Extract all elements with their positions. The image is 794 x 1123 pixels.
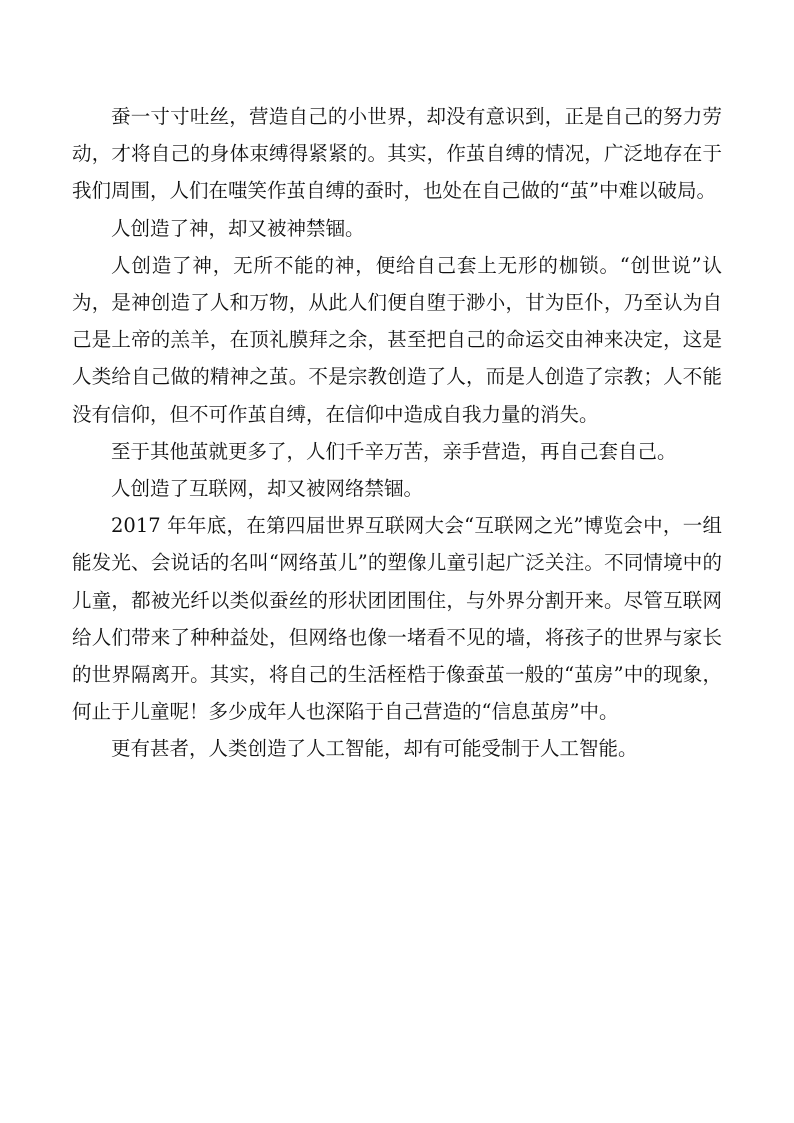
paragraph-internet: 2017 年年底，在第四届世界互联网大会“互联网之光”博览会中，一组能发光、会说话的名叫“网络茧儿”的塑像儿童引起广泛关注。不同情境中的儿童，都被光纤以类似蚕丝的形状团团围住，与外界分割开来。尽管互联网给人们带来了种种益处，但网络也像一堵看不见的墙，将孩子的世界与家长的世界隔离开。其实，将自己的生活桎梏于像蚕茧一般的“茧房”中的现象，何止于儿童呢！多少成年人也深陷于自己营造的“信息茧房”中。 (72, 514, 722, 724)
paragraph-ai: 更有甚者，人类创造了人工智能，却有可能受制于人工智能。 (111, 737, 638, 761)
document-page (72, 98, 722, 768)
paragraph-god-heading: 人创造了神，却又被神禁锢。 (111, 216, 365, 240)
paragraph-god: 人创造了神，无所不能的神，便给自己套上无形的枷锁。“创世说”认为，是神创造了人和万物，从此人们便自堕于渺小，甘为臣仆，乃至认为自己是上帝的羔羊，在顶礼膜拜之余，甚至把自己的命运交由神来决定，这是人类给自己做的精神之茧。不是宗教创造了人，而是人创造了宗教；人不能没有信仰，但不可作茧自缚，在信仰中造成自我力量的消失。 (72, 253, 722, 426)
paragraph-internet-heading: 人创造了互联网，却又被网络禁锢。 (111, 477, 424, 501)
paragraph-other-cocoons: 至于其他茧就更多了，人们千辛万苦，亲手营造，再自己套自己。 (111, 439, 677, 463)
paragraph-silkworm: 蚕一寸寸吐丝，营造自己的小世界，却没有意识到，正是自己的努力劳动，才将自己的身体束缚得紧紧的。其实，作茧自缚的情况，广泛地存在于我们周围，人们在嗤笑作茧自缚的蚕时，也处在自己做的“茧”中难以破局。 (72, 105, 722, 203)
